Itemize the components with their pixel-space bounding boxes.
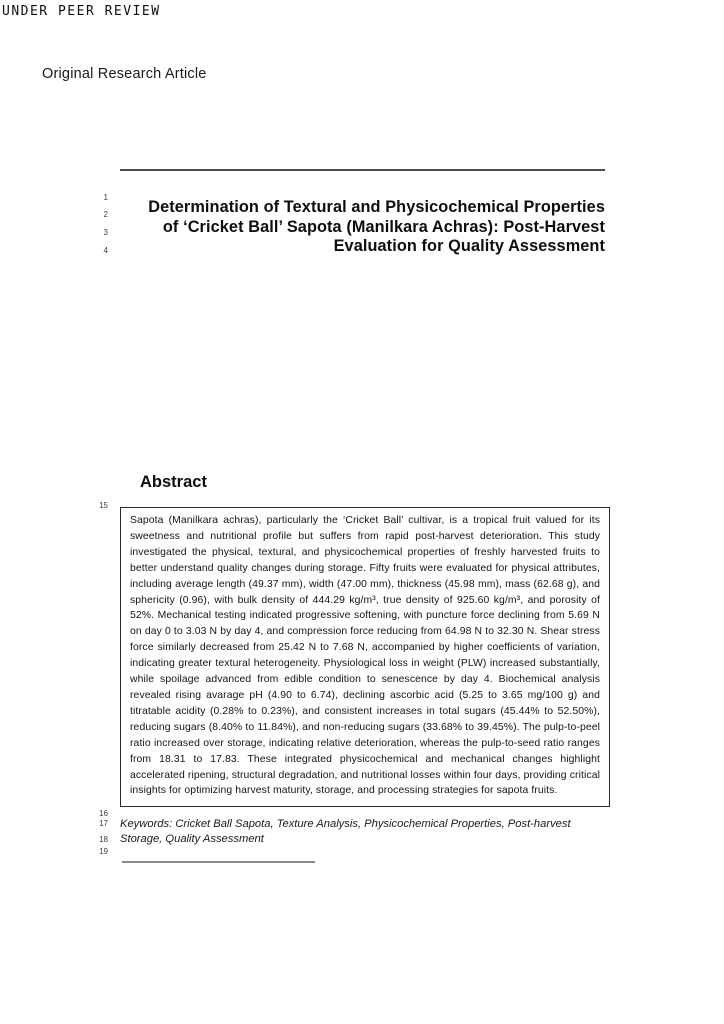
paper-title-line: Determination of Textural and Physicochemical Properties xyxy=(148,198,605,216)
abstract-text: Sapota (Manilkara achras), particularly the ‘Cricket Ball’ cultivar, is a tropical fruit valued for its sweetness and nutritional profile but suffers from rapid post-harvest deterioration. This study investigated the physical, textural, and physicochemical properties of freshly harvested fruits to better understand quality changes during storage. Fifty fruits were evaluated for physical attributes, including average length (49.37 mm), width (47.00 mm), thickness (45.98 mm), mass (62.68 g), and sphericity (0.96), with bulk density of 444.29 kg/m³, true density of 925.60 kg/m³, and porosity of 52%. Mechanical testing indicated progressive softening, with puncture force declining from 5.69 N on day 0 to 3.03 N by day 4, and compression force reducing from 64.98 N to 32.30 N. Shear stress force similarly decreased from 25.42 N to 7.68 N, accompanied by higher coefficients of variation, indicating greater textural heterogeneity. Physiological loss in weight (PLW) increased substantially, while spoilage advanced from edible condition to senescence by day 4. Biochemical analysis revealed rising avarage pH (4.90 to 6.74), declining ascorbic acid (5.25 to 3.65 mg/100 g) and titratable acidity (0.28% to 0.23%), and consistent increases in total sugars (45.44% to 52.50%), reducing sugars (8.40% to 11.84%), and non-reducing sugars (33.68% to 39.45%). The pulp-to-peel ratio increased over storage, indicating relative deterioration, whereas the pulp-to-seed ratio ranges from 18.31 to 17.83. These integrated physicochemical and mechanical changes highlight accelerated ripening, structural degradation, and nutritional losses within four days, providing critical insights for optimizing harvest maturity, storage, and processing strategies for sapota fruits. xyxy=(130,515,600,797)
line-number: 4 xyxy=(103,246,108,255)
article-type-label: Original Research Article xyxy=(42,66,207,82)
paper-title-line: Evaluation for Quality Assessment xyxy=(333,237,605,255)
line-number: 16 xyxy=(99,809,108,818)
title-separator-rule xyxy=(120,169,605,171)
keywords-text: Keywords: Cricket Ball Sapota, Texture Analysis, Physicochemical Properties, Post-harvest Storage, Quality Assessment xyxy=(120,818,571,845)
line-number: 17 xyxy=(99,819,108,828)
abstract-box xyxy=(120,507,610,807)
line-number: 3 xyxy=(103,228,108,237)
paper-title xyxy=(120,198,605,257)
line-number: 19 xyxy=(99,847,108,856)
footnote-rule xyxy=(122,861,315,863)
abstract-heading: Abstract xyxy=(140,473,207,491)
line-number: 1 xyxy=(103,193,108,202)
peer-review-stamp: UNDER PEER REVIEW xyxy=(2,4,161,19)
paper-title-line: of ‘Cricket Ball’ Sapota (Manilkara Achras): Post-Harvest xyxy=(162,217,605,236)
line-number: 2 xyxy=(103,210,108,219)
line-number: 15 xyxy=(99,501,108,510)
line-number: 18 xyxy=(99,835,108,844)
